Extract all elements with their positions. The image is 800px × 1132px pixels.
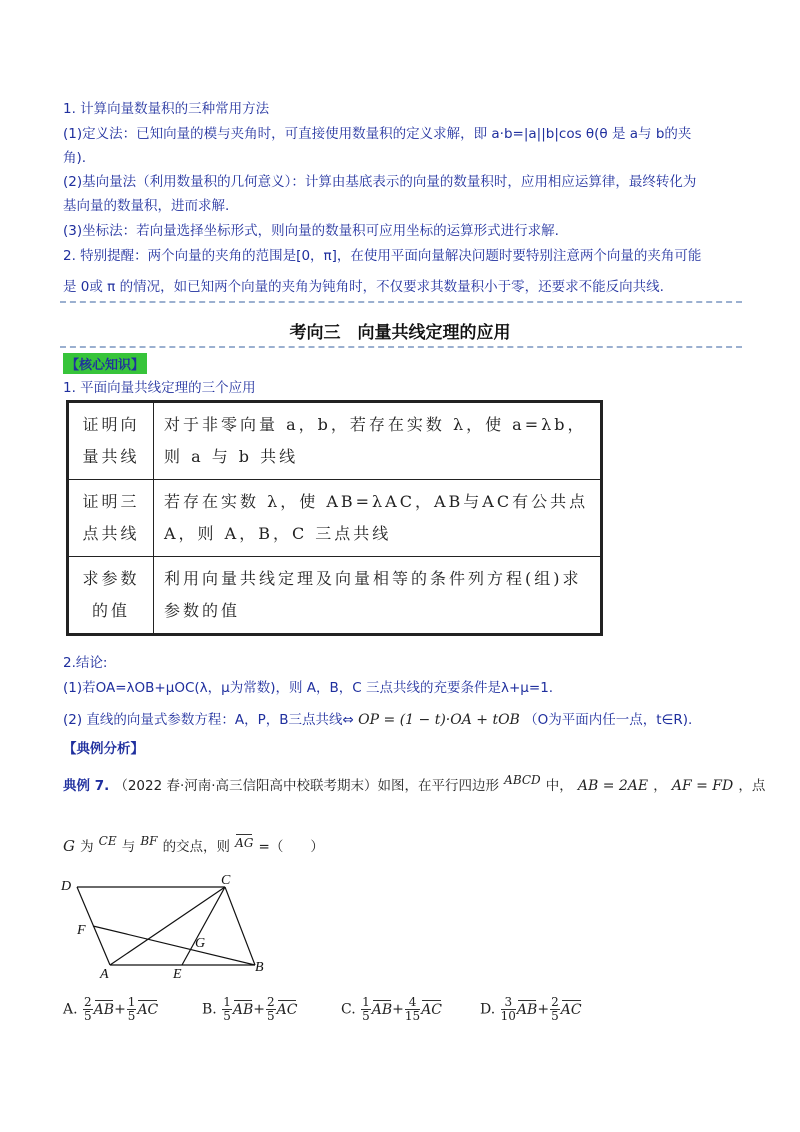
- method-definition-line1: (1)定义法：已知向量的模与夹角时，可直接使用数量积的定义求解，即 a·b=|a||b|cos θ(θ 是 a与 b的夹: [63, 126, 692, 142]
- label-a: A: [100, 967, 109, 982]
- example-analysis-tag: 【典例分析】: [63, 741, 144, 757]
- segment-fb: [93, 926, 255, 965]
- option-d[interactable]: [480, 996, 582, 1023]
- option-letter: D.: [480, 1001, 496, 1018]
- denominator: 5: [551, 1009, 559, 1023]
- denominator: 5: [223, 1009, 231, 1023]
- edge-cb: [225, 887, 255, 965]
- segment-ec: [182, 887, 225, 965]
- example-question-line2: [63, 835, 324, 855]
- vector: AC: [276, 1001, 298, 1018]
- numerator: 3: [501, 996, 516, 1010]
- table-row-head: 证明三点共线: [68, 480, 154, 557]
- table-row-content: 若存在实数 λ，使 AB=λAC，AB与AC有公共点 A，则 A，B，C 三点共线: [154, 480, 602, 557]
- fraction: [83, 996, 93, 1023]
- numerator: 1: [223, 995, 231, 1009]
- parametric-formula: OP = (1 − t)·OA + tOB: [358, 712, 520, 728]
- method-definition-line2: 角).: [63, 150, 87, 166]
- label-g: G: [195, 936, 206, 951]
- answer-blank: =（ ）: [258, 839, 324, 855]
- vector: AB: [232, 1001, 254, 1018]
- example-question-line1: [63, 774, 765, 794]
- methods-heading: 1. 计算向量数量积的三种常用方法: [63, 101, 270, 117]
- plus-sign: +: [114, 1001, 126, 1018]
- fraction: [550, 996, 560, 1023]
- word-yu: 与: [121, 839, 136, 855]
- segment-ce: CE: [98, 834, 117, 848]
- collinear-theorem-table: [66, 400, 603, 636]
- plus-sign: +: [392, 1001, 404, 1018]
- label-c: C: [221, 873, 231, 888]
- option-b[interactable]: [202, 996, 297, 1023]
- denominator: 5: [84, 1009, 92, 1023]
- method-base-line2: 基向量的数量积，进而求解.: [63, 198, 230, 214]
- vector: AB: [371, 1001, 393, 1018]
- table-row-head: 求参数的值: [68, 556, 154, 634]
- numerator: 1: [127, 995, 136, 1009]
- vector-ag: AG: [235, 836, 254, 850]
- denominator: 5: [127, 1009, 136, 1023]
- applications-heading: 1. 平面向量共线定理的三个应用: [63, 380, 256, 396]
- conclusion-item2-suffix: （O为平面内任一点，t∈R).: [524, 712, 693, 728]
- fraction: [266, 996, 276, 1023]
- condition-af-fd: AF = FD: [671, 778, 734, 794]
- example-text1: （2022 春·河南·高三信阳高中校联考期末）如图，在平行四边形: [114, 778, 500, 794]
- table-row: [68, 556, 602, 634]
- option-letter: C.: [341, 1001, 356, 1018]
- conclusion-item2: [63, 708, 692, 728]
- numerator: 2: [84, 995, 92, 1009]
- numerator: 2: [266, 995, 275, 1009]
- numerator: 2: [551, 995, 559, 1009]
- section-divider-top: [60, 301, 742, 303]
- vector: AC: [137, 1001, 159, 1018]
- core-knowledge-tag: 【核心知识】: [63, 353, 147, 374]
- numerator: 4: [405, 996, 420, 1010]
- section-divider-bottom: [60, 346, 742, 348]
- example-text2: 的交点，则: [162, 839, 231, 855]
- remind-line1: 2. 特别提醒：两个向量的夹角的范围是[0，π]，在使用平面向量解决问题时要特别注意两个向量的夹角可能: [63, 248, 702, 264]
- vector: AC: [560, 1001, 582, 1018]
- denominator: 10: [500, 1009, 516, 1023]
- section-title: 考向三 向量共线定理的应用: [289, 323, 511, 343]
- example-text-mid: 中，: [545, 778, 573, 794]
- segment-bf: BF: [140, 834, 158, 848]
- fraction: [361, 996, 371, 1023]
- example-text-end: ，点: [738, 778, 766, 794]
- point-g: G: [63, 837, 75, 855]
- label-b: B: [255, 960, 264, 975]
- separator: ，: [653, 778, 667, 794]
- option-a[interactable]: [63, 996, 158, 1023]
- remind-line2: 是 0或 π 的情况，如已知两个向量的夹角为钝角时，不仅要求其数量积小于零，还要求不能反向共线.: [63, 279, 664, 295]
- vector: AB: [516, 1001, 538, 1018]
- numerator: 1: [362, 995, 370, 1009]
- plus-sign: +: [537, 1001, 550, 1018]
- vector: AB: [93, 1001, 115, 1018]
- option-letter: B.: [202, 1001, 217, 1018]
- label-d: D: [61, 879, 72, 894]
- option-c[interactable]: [341, 996, 442, 1023]
- parallelogram-figure: [55, 872, 275, 984]
- parallelogram-name: ABCD: [504, 773, 541, 787]
- table-row-head: 证明向量共线: [68, 402, 154, 480]
- method-coordinate-line: (3)坐标法：若向量选择坐标形式，则向量的数量积可应用坐标的运算形式进行求解.: [63, 223, 559, 239]
- plus-sign: +: [253, 1001, 265, 1018]
- table-row-content: 对于非零向量 a，b，若存在实数 λ，使 a=λb，则 a 与 b 共线: [154, 402, 602, 480]
- fraction: [222, 996, 232, 1023]
- conclusion-item2-prefix: (2) 直线的向量式参数方程：A，P，B三点共线⇔: [63, 712, 354, 728]
- table-row: [68, 402, 602, 480]
- denominator: 5: [362, 1009, 370, 1023]
- conclusion-item1: (1)若OA=λOB+μOC(λ，μ为常数)，则 A，B，C 三点共线的充要条件是λ+μ=1.: [63, 680, 554, 696]
- conclusion-heading: 2.结论:: [63, 655, 108, 671]
- condition-ab-ae: AB = 2AE: [577, 778, 649, 794]
- vector: AC: [421, 1001, 443, 1018]
- fraction: [405, 996, 420, 1023]
- fraction: [127, 996, 137, 1023]
- example-label: 典例 7.: [63, 778, 110, 794]
- denominator: 5: [266, 1009, 275, 1023]
- label-e: E: [173, 967, 182, 982]
- option-letter: A.: [63, 1001, 78, 1018]
- label-f: F: [77, 923, 86, 938]
- table-row: [68, 480, 602, 557]
- denominator: 15: [404, 1009, 421, 1023]
- fraction: [501, 996, 516, 1023]
- method-base-line1: (2)基向量法（利用数量积的几何意义）：计算由基底表示的向量的数量积时，应用相应运算律，最终转化为: [63, 174, 697, 190]
- word-wei: 为: [80, 839, 94, 855]
- table-row-content: 利用向量共线定理及向量相等的条件列方程(组)求参数的值: [154, 556, 602, 634]
